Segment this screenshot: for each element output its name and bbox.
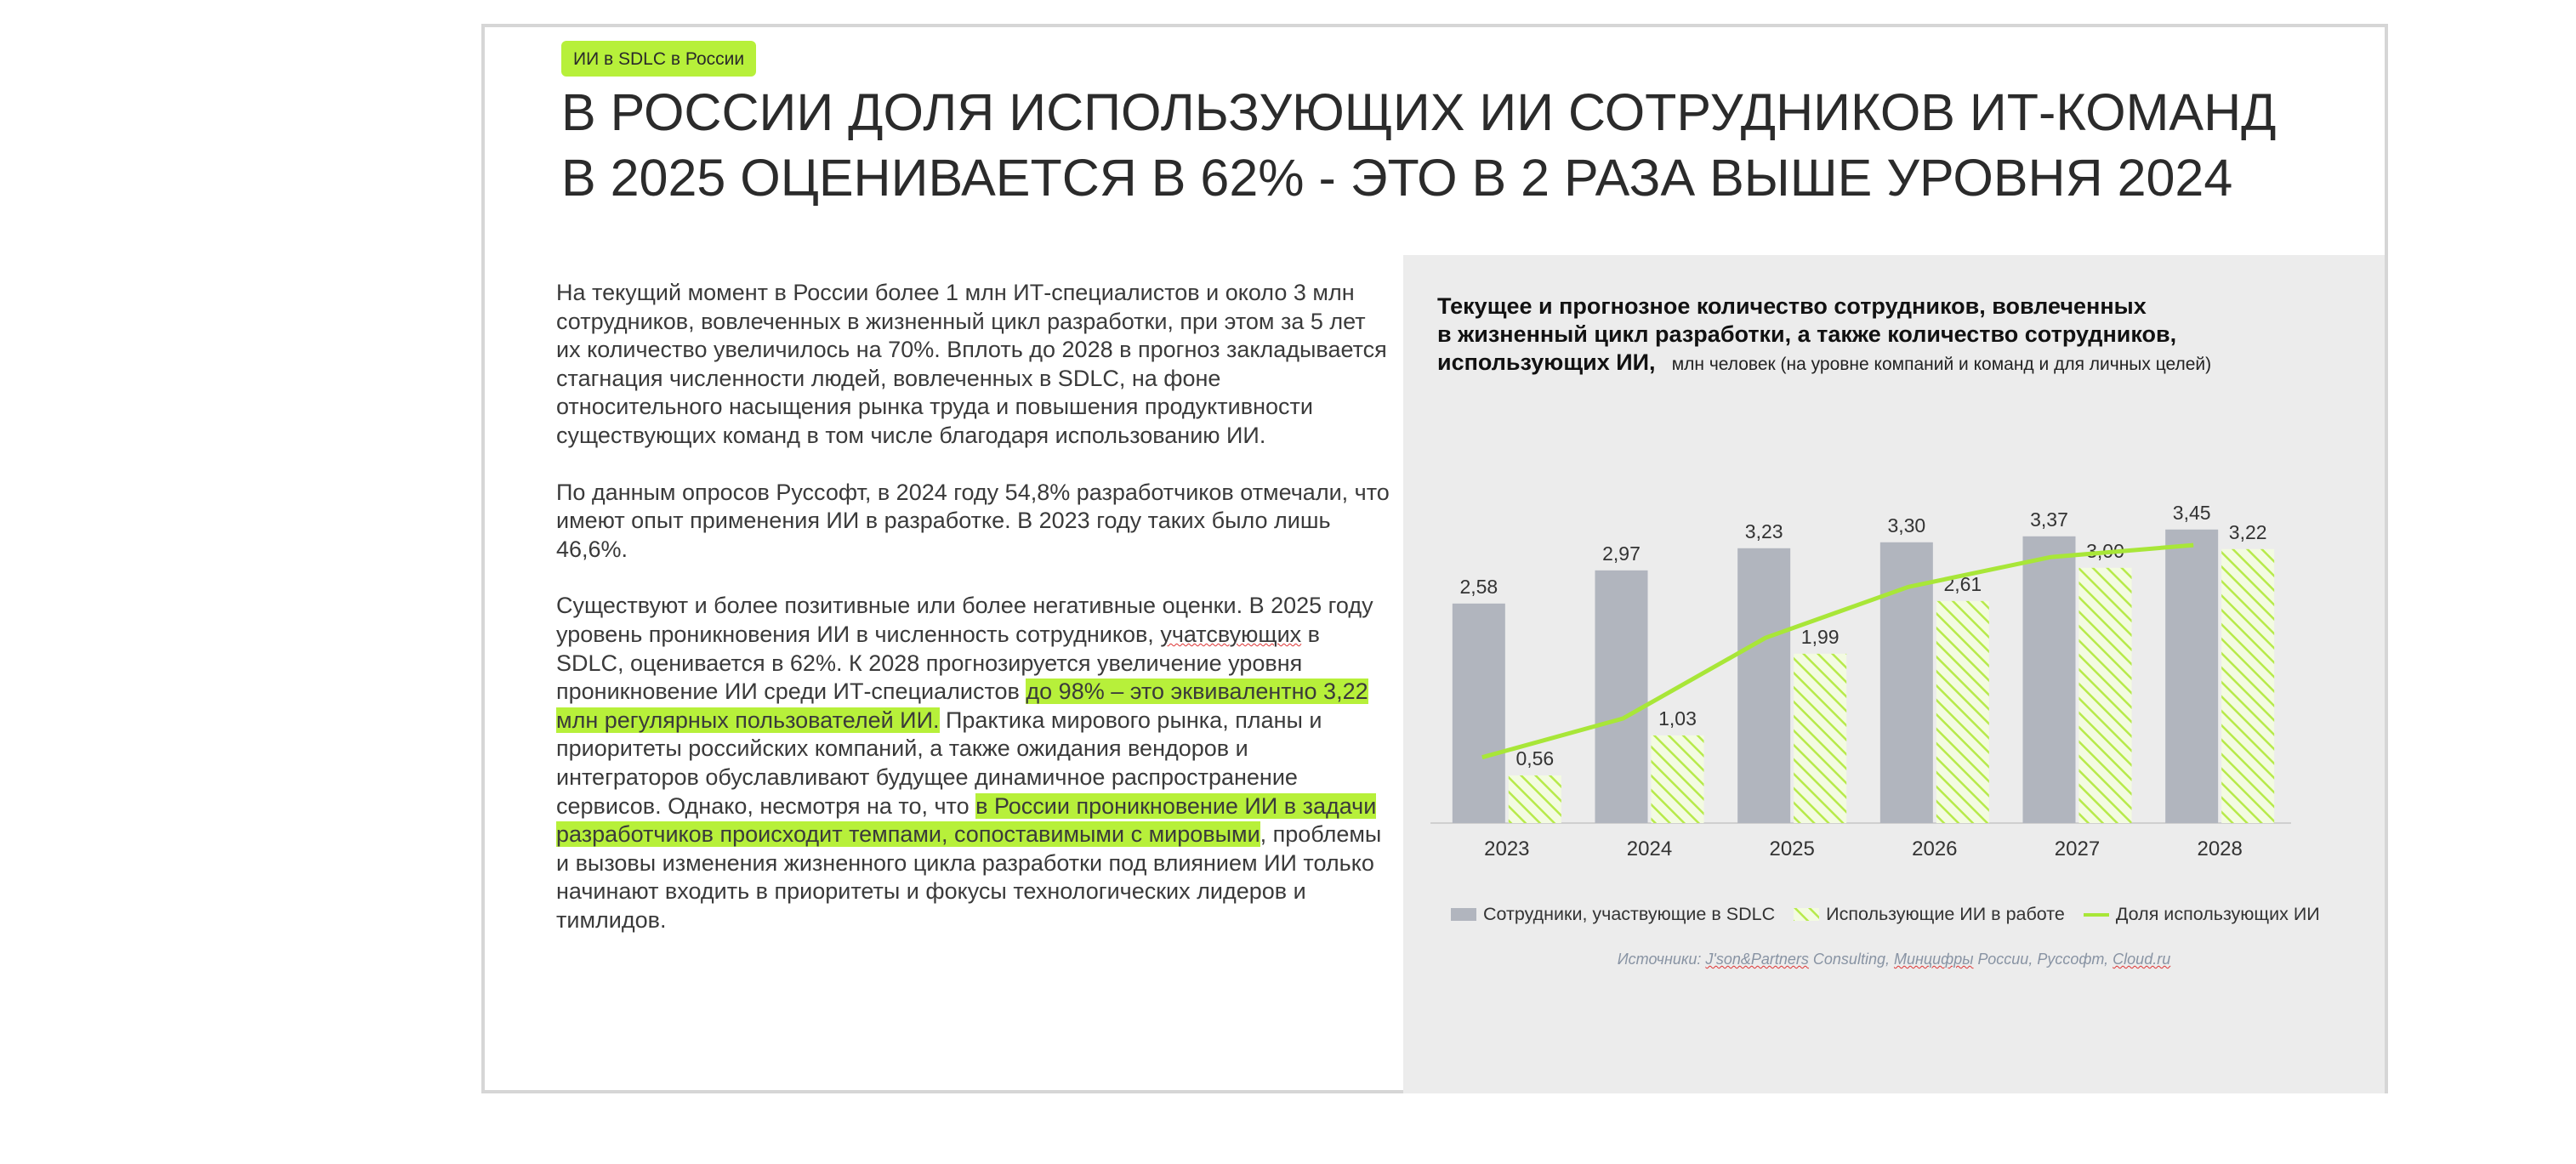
bar-ai-users-2025	[1794, 654, 1846, 823]
chart-legend	[1451, 904, 2320, 925]
sources-note	[1403, 951, 2385, 968]
bar-ai-users-2024	[1652, 735, 1704, 823]
title-line-1: В РОССИИ ДОЛЯ ИСПОЛЬЗУЮЩИХ ИИ СОТРУДНИКОВ ИТ-КОМАНД	[561, 83, 2277, 141]
data-label-ai-users-2023: 0,56	[1515, 747, 1555, 769]
data-label-ai-users-2024: 1,03	[1658, 707, 1697, 730]
bar-sdlc-2023	[1453, 604, 1505, 823]
p3-text-b: в SDLC, оценивается в 62%. К 2028 прогнозируется увеличение уровня проникновение ИИ среди ИТ-специалистов	[556, 621, 1321, 705]
data-label-sdlc-2026: 3,30	[1887, 514, 1926, 537]
source-russia-russoft: России, Руссофт,	[1973, 951, 2113, 968]
bar-ai-users-2028	[2221, 549, 2274, 823]
chart-title-line-2: в жизненный цикл разработки, а также количество сотрудников,	[1437, 321, 2177, 347]
paragraph-3	[556, 592, 1390, 934]
legend-label-share: Доля использующих ИИ	[2115, 904, 2320, 924]
chart-subtitle-text: млн человек (на уровне компаний и команд и для личных целей)	[1671, 355, 2212, 374]
legend-swatch-share	[2084, 913, 2109, 917]
highlight-pace: в России проникновение ИИ в задачи разработчиков происходит темпами, сопоставимыми с мировыми	[556, 792, 1377, 848]
data-label-sdlc-2028: 3,45	[2172, 501, 2211, 524]
paragraph-1: На текущий момент в России более 1 млн ИТ-специалистов и около 3 млн сотрудников, вовлеченных в жизненный цикл разработки, при этом за 5 лет их количество увеличилось на 70%. Вплоть до 2028 в прогноз закладывается стагнация численности людей, вовлеченных в SDLC, на фоне относительного насыщения рынка труда и повышения продуктивности существующих команд в том числе благодаря использованию ИИ.	[556, 280, 1387, 448]
sources-prefix: Источники:	[1617, 951, 1706, 968]
bar-ai-users-2027	[2079, 568, 2132, 823]
legend-label-sdlc: Сотрудники, участвующие в SDLC	[1483, 904, 1776, 924]
page-title	[561, 80, 2347, 211]
legend-item-share	[2084, 904, 2320, 925]
data-label-sdlc-2024: 2,97	[1602, 542, 1641, 565]
chart-title-line-3: использующих ИИ,	[1437, 349, 1656, 375]
data-label-ai-users-2028: 3,22	[2228, 520, 2267, 543]
x-tick-2027: 2027	[2054, 838, 2101, 860]
legend-item-sdlc	[1451, 904, 1775, 925]
data-label-ai-users-2026: 2,61	[1943, 572, 1982, 595]
source-mintsifry: Минцифры	[1893, 951, 1974, 968]
bar-sdlc-2024	[1595, 571, 1648, 823]
p3-text-c: Практика мирового рынка, планы и приоритеты российских компаний, а также ожидания вендоров и интеграторов обуславливают будущее динамичное распространение сервисов. Однако, несмотря на то, что	[556, 707, 1322, 819]
bar-sdlc-2025	[1737, 548, 1790, 823]
bar-sdlc-2028	[2165, 530, 2218, 823]
p3-text-d: , проблемы и вызовы изменения жизненного цикла разработки под влиянием ИИ только начинают входить в приоритеты и фокусы технологических лидеров и тимлидов.	[556, 821, 1382, 933]
data-label-ai-users-2025: 1,99	[1800, 625, 1840, 648]
legend-swatch-ai-users	[1794, 908, 1819, 921]
p3-text-a: Существуют и более позитивные или более негативные оценки. В 2025 году уровень проникновения ИИ в численность сотрудников,	[556, 593, 1373, 647]
bar-sdlc-2027	[2023, 537, 2076, 823]
bar-ai-users-2026	[1936, 601, 1989, 823]
highlight-forecast: до 98% – это эквивалентно 3,22 млн регулярных пользователей ИИ.	[556, 679, 1368, 733]
body-text	[556, 279, 1390, 962]
chart-panel	[1403, 255, 2385, 1093]
legend-swatch-sdlc	[1451, 908, 1476, 921]
x-tick-2028: 2028	[2197, 838, 2243, 860]
data-label-ai-users-2027: 3,00	[2086, 539, 2124, 562]
x-tick-2025: 2025	[1769, 838, 1815, 860]
title-line-2: В 2025 ОЦЕНИВАЕТСЯ В 62% - ЭТО В 2 РАЗА ВЫШЕ УРОВНЯ 2024	[561, 149, 2233, 207]
data-label-sdlc-2023: 2,58	[1459, 575, 1498, 598]
data-label-sdlc-2025: 3,23	[1744, 520, 1783, 542]
x-tick-2024: 2024	[1626, 838, 1673, 860]
section-tag: ИИ в SDLC в России	[561, 41, 756, 77]
source-cloudru: Cloud.ru	[2113, 951, 2171, 968]
slide	[481, 24, 2388, 1093]
source-jsonpartners: J'son&Partners	[1705, 951, 1809, 968]
paragraph-2: По данным опросов Руссофт, в 2024 году 54,8% разработчиков отмечали, что имеют опыт применения ИИ в разработке. В 2023 году таких было лишь 46,6%.	[556, 479, 1390, 562]
p3-misspelled-word: учатсвующих	[1160, 621, 1302, 647]
bar-ai-users-2023	[1509, 775, 1561, 823]
x-tick-2026: 2026	[1912, 838, 1958, 860]
data-label-sdlc-2027: 3,37	[2030, 508, 2068, 531]
chart-title-line-1: Текущее и прогнозное количество сотрудников, вовлеченных	[1437, 293, 2147, 319]
legend-item-ai-users	[1794, 904, 2065, 925]
source-consulting: Consulting,	[1808, 951, 1894, 968]
legend-label-ai-users: Использующие ИИ в работе	[1826, 904, 2065, 924]
x-tick-2023: 2023	[1484, 838, 1530, 860]
